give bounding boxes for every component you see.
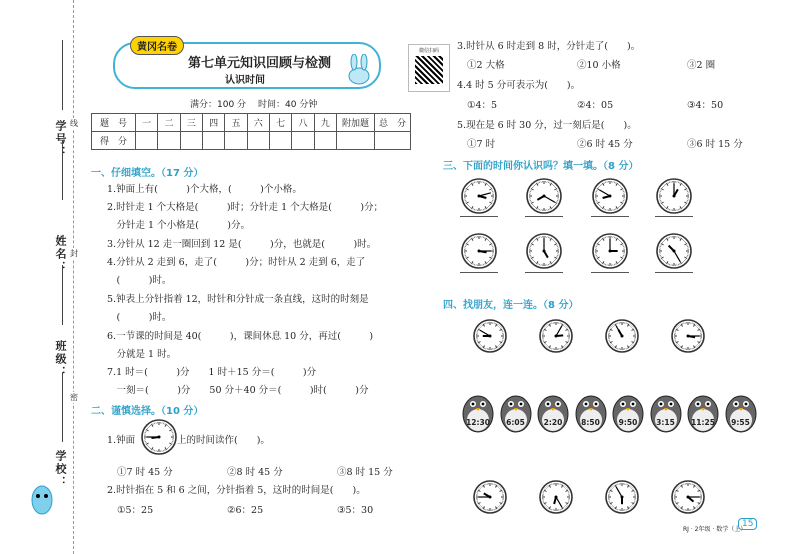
option-1[interactable]: ①2 大格: [467, 60, 505, 71]
option-2[interactable]: ②4：05: [577, 100, 614, 111]
section-4-title: 四、找朋友，连一连。（8 分）: [443, 300, 579, 311]
penguin-time: 2:20: [543, 418, 563, 427]
qr-code[interactable]: [408, 44, 450, 92]
table-row: [92, 132, 411, 150]
clock-face: [591, 177, 629, 219]
clock-face: [604, 479, 640, 519]
question-line: ( )时。: [107, 275, 172, 286]
penguin-icon: [460, 394, 496, 434]
name-field[interactable]: [62, 265, 63, 325]
penguin-time: 8:50: [581, 418, 600, 427]
table-row: [92, 114, 411, 132]
clock-face: [525, 177, 563, 219]
clock-face: [460, 232, 498, 274]
section-3-title: 三、下面的时间你认识吗？填一填。（8 分）: [443, 161, 639, 172]
option-2[interactable]: ②10 小格: [577, 60, 621, 71]
clock-face: [525, 232, 563, 274]
page-number: 15: [738, 518, 757, 530]
penguin-icon: [498, 394, 534, 434]
question-line: 7.1 时＝( )分 1 时＋15 分＝( )分: [107, 367, 317, 378]
score-input[interactable]: [269, 132, 291, 150]
option-3[interactable]: ③5：30: [337, 505, 374, 516]
table-cell: 九: [314, 114, 336, 132]
penguin-icon: [685, 394, 721, 434]
clock-face: [670, 318, 706, 358]
footer-text: RJ · 2年级 · 数学（上）: [683, 526, 747, 533]
clock-face: [655, 177, 693, 219]
question-line: ( )时。: [107, 312, 172, 323]
option-1[interactable]: ①7 时 45 分: [117, 467, 173, 478]
penguin-card[interactable]: [610, 394, 646, 434]
answer-blank[interactable]: [460, 272, 498, 273]
section-1-title: 一、仔细填空。（17 分）: [91, 168, 204, 179]
clock-face: [538, 479, 574, 519]
penguin-card[interactable]: [648, 394, 684, 434]
page-subtitle: 认识时间: [225, 75, 265, 86]
clock-face: [604, 318, 640, 358]
question-line: 4.4 时 5 分可表示为( )。: [457, 80, 581, 91]
score-input[interactable]: [292, 132, 314, 150]
penguin-time: 9:50: [618, 418, 638, 427]
question-line: 2.时针走 1 个大格是( )时；分针走 1 个大格是( )分；: [107, 202, 384, 213]
score-input[interactable]: [180, 132, 202, 150]
option-1[interactable]: ①7 时: [467, 139, 496, 150]
penguin-time: 12:30: [466, 418, 490, 427]
clock-face: [140, 418, 178, 460]
question-line: 分针走 1 个小格是( )分。: [107, 220, 250, 231]
penguin-icon: [573, 394, 609, 434]
question-line: 5.钟表上分针指着 12，时针和分针成一条直线，这时的时刻是: [107, 294, 369, 305]
table-cell: 题 号: [92, 114, 136, 132]
table-cell: 总 分: [375, 114, 411, 132]
table-cell: 一: [136, 114, 158, 132]
penguin-time: 3:15: [656, 418, 675, 427]
secret-mark: 密: [70, 393, 78, 402]
answer-blank[interactable]: [591, 272, 629, 273]
exam-time: 时间：40 分钟: [258, 100, 318, 110]
option-1[interactable]: ①5：25: [117, 505, 154, 516]
school-label: 学校：: [54, 450, 67, 489]
penguin-time: 9:55: [731, 418, 750, 427]
brand-logo: 黄冈名卷: [130, 36, 184, 55]
question-line: 1.钟面上有( )个大格，( )个小格。: [107, 184, 302, 195]
table-cell: 附加题: [337, 114, 375, 132]
score-input[interactable]: [314, 132, 336, 150]
penguin-card[interactable]: [498, 394, 534, 434]
answer-blank[interactable]: [525, 216, 563, 217]
question-line: 分就是 1 时。: [107, 349, 177, 360]
binding-line: [73, 0, 74, 554]
clock-face: [591, 232, 629, 274]
penguin-icon: [610, 394, 646, 434]
penguin-card[interactable]: [535, 394, 571, 434]
clock-face: [472, 479, 508, 519]
clock-face: [460, 177, 498, 219]
option-1[interactable]: ①4：5: [467, 100, 498, 111]
option-3[interactable]: ③2 圈: [687, 60, 716, 71]
name-label: 姓名：: [54, 235, 67, 274]
full-score: 满分：100 分: [190, 100, 247, 110]
section-2-title: 二、谨慎选择。（10 分）: [91, 406, 204, 417]
option-2[interactable]: ②8 时 45 分: [227, 467, 283, 478]
question-line: 1.钟面: [107, 435, 136, 446]
table-cell: 得 分: [92, 132, 136, 150]
question-line: 3.时针从 6 时走到 8 时，分针走了( )。: [457, 41, 641, 52]
table-cell: 六: [247, 114, 269, 132]
score-input[interactable]: [202, 132, 224, 150]
option-3[interactable]: ③4：50: [687, 100, 724, 111]
option-3[interactable]: ③6 时 15 分: [687, 139, 743, 150]
clock-face: [655, 232, 693, 274]
question-line: 3.分针从 12 走一圈回到 12 是( )分，也就是( )时。: [107, 239, 377, 250]
table-cell: 二: [158, 114, 180, 132]
penguin-icon: [535, 394, 571, 434]
score-table: [91, 113, 411, 150]
clock-face: [472, 318, 508, 358]
table-cell: 四: [202, 114, 224, 132]
rule-line: [62, 140, 63, 200]
question-line: 一刻＝( )分 50 分＋40 分＝( )时( )分: [107, 385, 369, 396]
mascot-icon: [28, 478, 56, 518]
penguin-time: 6:05: [506, 418, 525, 427]
score-input[interactable]: [247, 132, 269, 150]
table-cell: 三: [180, 114, 202, 132]
seal-mark: 封: [70, 249, 78, 258]
score-input[interactable]: [375, 132, 411, 150]
answer-blank[interactable]: [591, 216, 629, 217]
penguin-icon: [723, 394, 759, 434]
penguin-card[interactable]: [460, 394, 496, 434]
question-line: 2.时针指在 5 和 6 之间，分针指着 5，这时的时间是( )。: [107, 485, 366, 496]
table-cell: 五: [225, 114, 247, 132]
question-line: 上的时间读作( )。: [177, 435, 270, 446]
penguin-card[interactable]: [685, 394, 721, 434]
student-id-field[interactable]: [62, 40, 63, 110]
penguin-time: 11:25: [691, 418, 715, 427]
answer-blank[interactable]: [655, 216, 693, 217]
answer-blank[interactable]: [655, 272, 693, 273]
class-field[interactable]: [62, 372, 63, 442]
qr-icon: [415, 56, 443, 84]
student-id-label: 学号：: [54, 120, 67, 159]
option-3[interactable]: ③8 时 15 分: [337, 467, 393, 478]
class-label: 班级：: [54, 340, 67, 379]
penguin-icon: [648, 394, 684, 434]
answer-blank[interactable]: [460, 216, 498, 217]
seal-line-mark: 线: [70, 119, 78, 128]
option-2[interactable]: ②6：25: [227, 505, 264, 516]
score-input[interactable]: [158, 132, 180, 150]
penguin-card[interactable]: [573, 394, 609, 434]
qr-title: 微信扫码: [418, 48, 439, 54]
option-2[interactable]: ②6 时 45 分: [577, 139, 633, 150]
score-input[interactable]: [225, 132, 247, 150]
clock-face: [670, 479, 706, 519]
question-line: 6.一节课的时间是 40( )，课间休息 10 分，再过( ): [107, 331, 374, 342]
question-line: 4.分针从 2 走到 6，走了( )分；时针从 2 走到 6，走了: [107, 257, 366, 268]
table-cell: 八: [292, 114, 314, 132]
score-input[interactable]: [337, 132, 375, 150]
page-title: 第七单元知识回顾与检测: [188, 56, 332, 71]
penguin-card[interactable]: [723, 394, 759, 434]
score-input[interactable]: [136, 132, 158, 150]
table-cell: 七: [269, 114, 291, 132]
clock-face: [538, 318, 574, 358]
question-line: 5.现在是 6 时 30 分，过一刻后是( )。: [457, 120, 637, 131]
rabbit-icon: [343, 54, 375, 86]
answer-blank[interactable]: [525, 272, 563, 273]
